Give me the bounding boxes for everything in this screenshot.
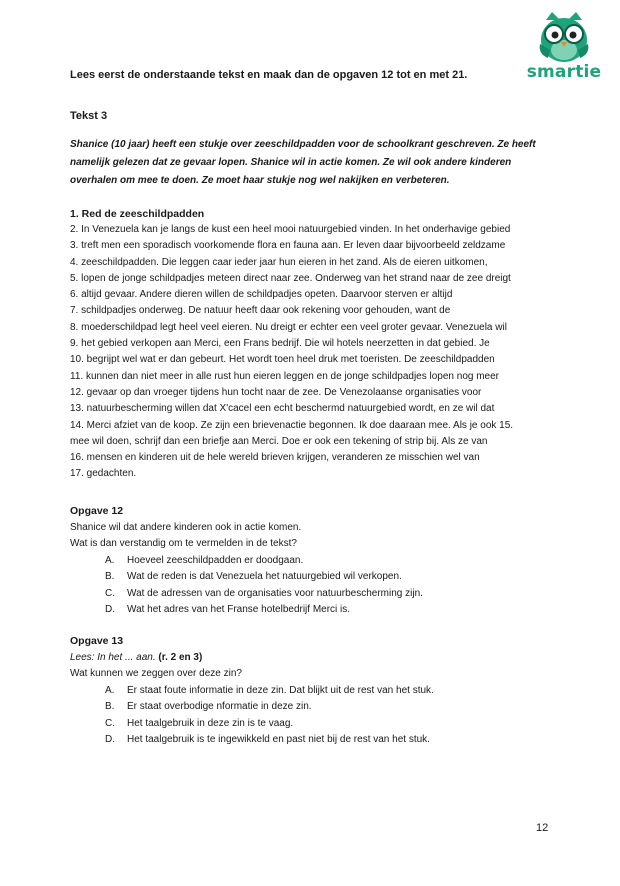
story-line: 12. gevaar op dan vroeger tijdens hun tocht naar de zee. De Venezolaanse organisaties voor bbox=[70, 386, 482, 398]
option-letter: C. bbox=[105, 587, 115, 599]
story-line: 6. altijd gevaar. Andere dieren willen de schildpadjes opeten. Daarvoor sterven er altijd bbox=[70, 289, 453, 301]
story-line: 4. zeeschildpadden. Die leggen caar ieder jaar hun eieren in het zand. Als de eieren uitkomen, bbox=[70, 256, 488, 268]
answer-option[interactable] bbox=[70, 569, 570, 586]
owl-icon bbox=[536, 10, 592, 64]
story-line: 10. begrijpt wel wat er dan gebeurt. Het wordt toen heel druk met toeristen. De zeeschildpadden bbox=[70, 354, 495, 366]
answer-option[interactable] bbox=[70, 699, 570, 716]
opgave-12-question: Wat is dan verstandig om te vermelden in de tekst? bbox=[70, 538, 297, 549]
lees-quote: Lees: In het ... aan. bbox=[70, 651, 156, 663]
story-line: 17. gedachten. bbox=[70, 468, 137, 480]
intro-instruction: Lees eerst de onderstaande tekst en maak dan de opgaven 12 tot en met 21. bbox=[70, 69, 468, 81]
opgave-13-question: Wat kunnen we zeggen over deze zin? bbox=[70, 668, 242, 679]
opgave-12-context: Shanice wil dat andere kinderen ook in actie komen. bbox=[70, 521, 302, 533]
opgave-13-options bbox=[70, 683, 570, 749]
story-line: mee wil doen, schrijf dan een briefje aan Merci. Doe er ook een tekening of strip bij. Als ze van bbox=[70, 435, 488, 447]
opgave-13-lees bbox=[70, 650, 570, 667]
option-text: Er staat foute informatie in deze zin. Dat blijkt uit de rest van het stuk. bbox=[127, 684, 434, 696]
opgave-13-heading: Opgave 13 bbox=[70, 635, 124, 647]
answer-option[interactable] bbox=[70, 683, 570, 700]
smartie-logo bbox=[526, 10, 602, 86]
option-letter: B. bbox=[105, 701, 115, 712]
option-text: Het taalgebruik is te ingewikkeld en past niet bij de rest van het stuk. bbox=[127, 734, 430, 745]
option-letter: C. bbox=[105, 717, 115, 729]
story-line: 3. treft men een sporadisch voorkomende flora en fauna aan. Er leven daar bijvoorbeeld zeldzame bbox=[70, 240, 506, 252]
answer-option[interactable] bbox=[70, 553, 570, 570]
option-text: Het taalgebruik in deze zin is te vaag. bbox=[127, 717, 294, 729]
opgave-12 bbox=[70, 503, 570, 619]
option-letter: A. bbox=[105, 684, 115, 696]
story-line: 5. lopen de jonge schildpadjes meteen direct naar zee. Onderweg van het strand naar de zee dreigt bbox=[70, 272, 511, 284]
story-line: 7. schildpadjes onderweg. De natuur heeft daar ook rekening voor gehouden, want de bbox=[70, 305, 451, 317]
tekst-title: Tekst 3 bbox=[70, 110, 108, 122]
story-line: 14. Merci afziet van de koop. Ze zijn een brievenactie begonnen. Ik doe daaraan mee. Als je ook 15. bbox=[70, 419, 514, 431]
logo-wordmark: smartie bbox=[526, 62, 602, 82]
answer-option[interactable] bbox=[70, 602, 570, 619]
story-line: 8. moederschildpad legt heel veel eieren. Nu dreigt er echter een veel groter gevaar. Venezuela wil bbox=[70, 321, 507, 333]
opgave-12-options bbox=[70, 553, 570, 619]
option-letter: D. bbox=[105, 734, 115, 745]
opgave-13 bbox=[70, 633, 570, 749]
answer-option[interactable] bbox=[70, 586, 570, 603]
story-line: 11. kunnen dan niet meer in alle rust hun eieren leggen en de jonge schildpadjes lopen nog meer bbox=[70, 370, 500, 382]
option-letter: B. bbox=[105, 571, 115, 582]
story-title: 1. Red de zeeschildpadden bbox=[70, 208, 205, 220]
option-letter: D. bbox=[105, 604, 115, 615]
option-text: Wat het adres van het Franse hotelbedrijf Merci is. bbox=[127, 604, 351, 615]
story-line: 2. In Venezuela kan je langs de kust een heel mooi natuurgebied vinden. In het onderhavige gebied bbox=[70, 224, 511, 235]
option-letter: A. bbox=[105, 554, 115, 566]
story-text bbox=[70, 206, 570, 483]
story-line: 13. natuurbescherming willen dat X'cacel een echt beschermd natuurgebied wordt, en ze wil dat bbox=[70, 403, 495, 415]
option-text: Hoeveel zeeschildpadden er doodgaan. bbox=[127, 554, 304, 566]
lees-reference: (r. 2 en 3) bbox=[158, 651, 203, 663]
page-number: 12 bbox=[536, 822, 549, 834]
lead-paragraph: Shanice (10 jaar) heeft een stukje over zeeschildpadden voor de schoolkrant geschreven. Ze heeft namelijk gelezen dat ze gevaar lopen. Shanice wil in actie komen. Ze wil ook andere kinderen overhalen om mee te doen. Ze moet haar stukje nog wel nakijken en verbeteren. bbox=[70, 139, 536, 186]
answer-option[interactable] bbox=[70, 716, 570, 733]
option-text: Er staat overbodige nformatie in deze zin. bbox=[127, 701, 312, 712]
option-text: Wat de reden is dat Venezuela het natuurgebied wil verkopen. bbox=[127, 571, 402, 582]
story-line: 16. mensen en kinderen uit de hele wereld brieven krijgen, veranderen ze misschien wel van bbox=[70, 452, 480, 464]
opgave-12-heading: Opgave 12 bbox=[70, 505, 124, 517]
option-text: Wat de adressen van de organisaties voor natuurbescherming zijn. bbox=[127, 587, 423, 599]
answer-option[interactable] bbox=[70, 732, 570, 749]
story-line: 9. het gebied verkopen aan Merci, een Frans bedrijf. Die wil hotels neerzetten in dat gebied. Je bbox=[70, 338, 490, 350]
